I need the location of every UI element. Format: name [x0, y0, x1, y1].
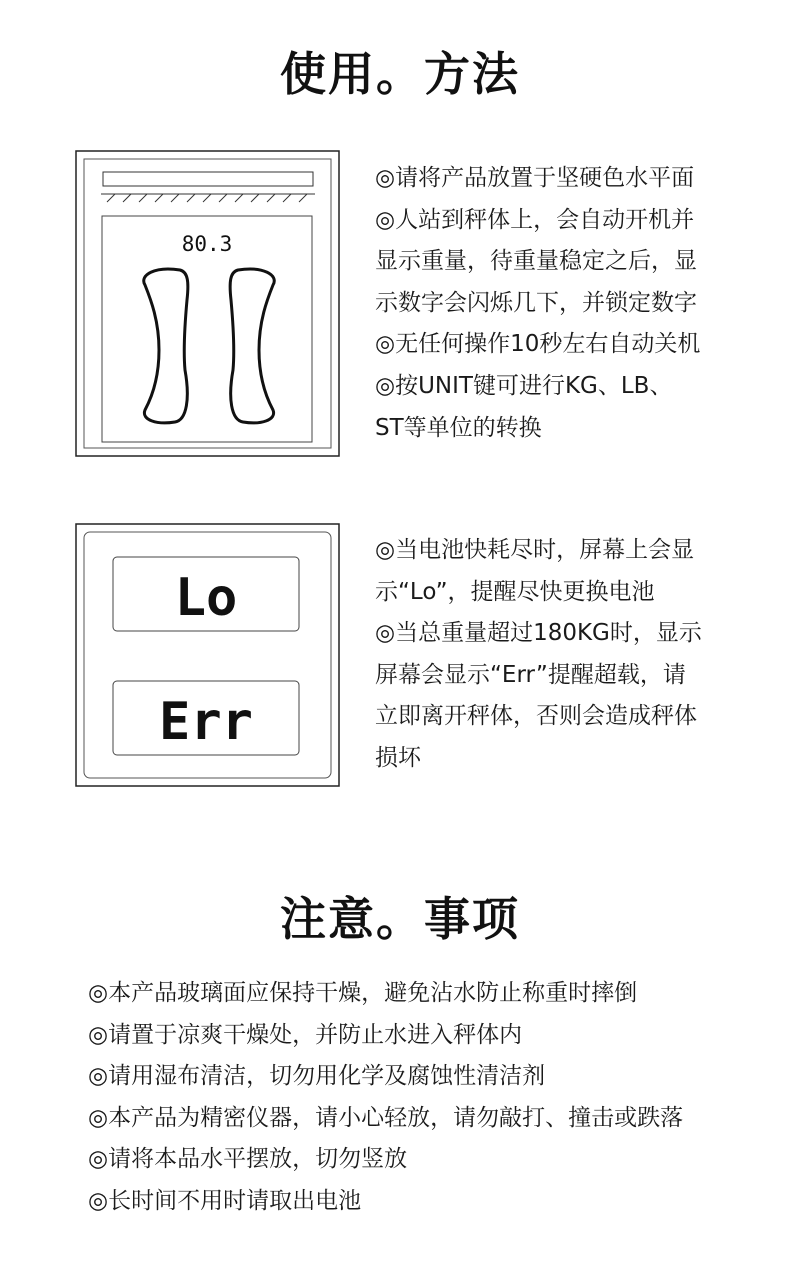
error-line: ◎当总重量超过180KG时，显示: [375, 620, 702, 647]
error-display-illustration: [75, 523, 340, 789]
usage-line: ◎按UNIT键可进行KG、LB、: [375, 372, 673, 399]
error-line: 损坏: [375, 744, 421, 771]
usage-line: 示数字会闪烁几下，并锁定数字: [375, 289, 697, 316]
overload-display: Err: [159, 692, 253, 752]
error-line: 立即离开秤体，否则会造成秤体: [375, 703, 697, 730]
error-instructions: [375, 530, 755, 780]
scale-usage-illustration: [75, 150, 340, 458]
notes-section-title: 注意。事项: [280, 892, 520, 946]
low-battery-display: Lo: [174, 568, 238, 628]
note-item: ◎本产品为精密仪器，请小心轻放，请勿敲打、撞击或跌落: [88, 1104, 684, 1131]
usage-line: 显示重量，待重量稳定之后，显: [375, 248, 697, 275]
note-item: ◎长时间不用时请取出电池: [88, 1187, 362, 1214]
error-line: 屏幕会显示“Err”提醒超载，请: [375, 661, 686, 688]
note-item: ◎请将本品水平摆放，切勿竖放: [88, 1146, 408, 1173]
note-item: ◎请置于凉爽干燥处，并防止水进入秤体内: [88, 1021, 523, 1048]
note-item: ◎本产品玻璃面应保持干燥，避免沾水防止称重时摔倒: [88, 980, 638, 1006]
scale-weight-readout: 80.3: [181, 232, 233, 256]
usage-instructions: [375, 158, 755, 449]
note-item: ◎请用湿布清洁，切勿用化学及腐蚀性清洁剂: [88, 1063, 546, 1090]
usage-line: ST等单位的转换: [375, 414, 542, 441]
usage-line: ◎无任何操作10秒左右自动关机: [375, 331, 701, 358]
usage-section-title: 使用。方法: [280, 47, 520, 101]
error-line: ◎当电池快耗尽时，屏幕上会显: [375, 537, 695, 563]
error-line: 示“Lo”，提醒尽快更换电池: [375, 578, 655, 605]
usage-line: ◎请将产品放置于坚硬色水平面: [375, 165, 695, 191]
notes-list: [88, 973, 768, 1223]
usage-line: ◎人站到秤体上，会自动开机并: [375, 206, 695, 233]
